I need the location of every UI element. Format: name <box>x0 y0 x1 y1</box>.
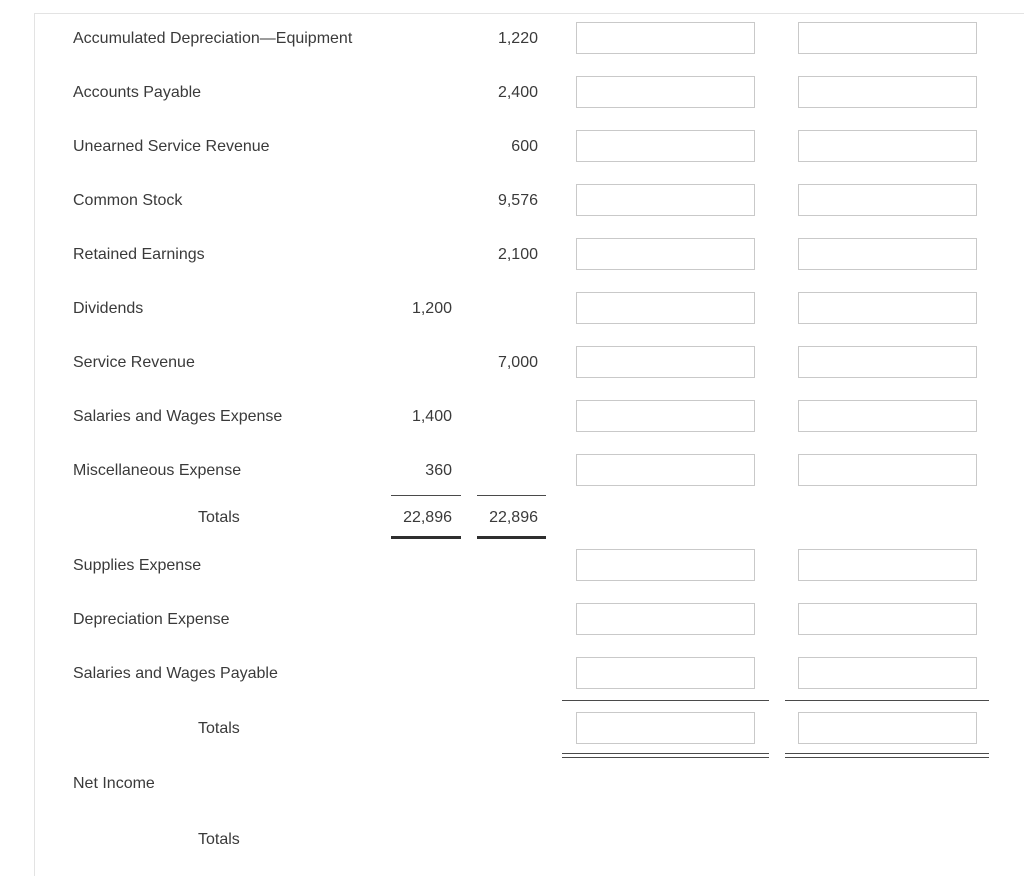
adjustment-debit-input[interactable] <box>576 76 755 108</box>
adjustment-debit-total-input[interactable] <box>576 712 755 744</box>
adjustment-credit-input[interactable] <box>798 346 977 378</box>
debit-amount: 1,400 <box>411 408 452 425</box>
adjustment-debit-input[interactable] <box>576 22 755 54</box>
account-label-salaries-and-wages-payable: Salaries and Wages Payable <box>73 665 278 682</box>
account-label-common-stock: Common Stock <box>73 192 183 209</box>
adjustment-credit-input[interactable] <box>798 292 977 324</box>
adjustment-credit-input[interactable] <box>798 130 977 162</box>
adjustment-credit-input[interactable] <box>798 603 977 635</box>
adjustment-debit-input[interactable] <box>576 454 755 486</box>
credit-amount: 1,220 <box>497 30 538 47</box>
adjustment-credit-subtotal-rule <box>785 700 989 701</box>
adjustment-credit-input[interactable] <box>798 549 977 581</box>
adjustment-debit-input[interactable] <box>576 292 755 324</box>
account-label-service-revenue: Service Revenue <box>73 354 195 371</box>
credit-amount: 600 <box>511 138 538 155</box>
debit-subtotal-rule <box>391 495 461 496</box>
adjustment-debit-input[interactable] <box>576 238 755 270</box>
account-label-accounts-payable: Accounts Payable <box>73 84 202 101</box>
adjustment-credit-input[interactable] <box>798 22 977 54</box>
credit-total: 22,896 <box>489 509 538 526</box>
adjustment-credit-input[interactable] <box>798 184 977 216</box>
adjustment-debit-total-rule <box>562 753 769 758</box>
adjustment-debit-input[interactable] <box>576 400 755 432</box>
credit-total-rule <box>477 536 546 539</box>
adjustment-debit-input[interactable] <box>576 603 755 635</box>
account-label-miscellaneous-expense: Miscellaneous Expense <box>73 462 242 479</box>
adjustment-credit-total-input[interactable] <box>798 712 977 744</box>
credit-subtotal-rule <box>477 495 546 496</box>
adjustment-credit-input[interactable] <box>798 76 977 108</box>
credit-amount: 9,576 <box>497 192 538 209</box>
account-label-depreciation-expense: Depreciation Expense <box>73 611 230 628</box>
net-income-label: Net Income <box>73 775 155 792</box>
adjustment-credit-input[interactable] <box>798 454 977 486</box>
debit-amount: 1,200 <box>411 300 452 317</box>
adjustment-debit-input[interactable] <box>576 657 755 689</box>
credit-amount: 7,000 <box>497 354 538 371</box>
adjustment-debit-input[interactable] <box>576 184 755 216</box>
debit-total-rule <box>391 536 461 539</box>
credit-amount: 2,100 <box>497 246 538 263</box>
adjustment-debit-input[interactable] <box>576 130 755 162</box>
trial-totals-label: Totals <box>198 509 240 526</box>
account-label-supplies-expense: Supplies Expense <box>73 557 202 574</box>
adjustment-debit-input[interactable] <box>576 549 755 581</box>
debit-amount: 360 <box>425 462 452 479</box>
adjustment-credit-input[interactable] <box>798 400 977 432</box>
adjustment-credit-input[interactable] <box>798 238 977 270</box>
adjustment-credit-input[interactable] <box>798 657 977 689</box>
adjustment-credit-total-rule <box>785 753 989 758</box>
account-label-retained-earnings: Retained Earnings <box>73 246 205 263</box>
account-label-unearned-service-revenue: Unearned Service Revenue <box>73 138 270 155</box>
account-label-dividends: Dividends <box>73 300 144 317</box>
adjusted-totals-label: Totals <box>198 720 240 737</box>
debit-total: 22,896 <box>403 509 452 526</box>
credit-amount: 2,400 <box>497 84 538 101</box>
account-label-accumulated-depreciation: Accumulated Depreciation—Equipment <box>73 30 353 47</box>
adjustment-debit-input[interactable] <box>576 346 755 378</box>
final-totals-label: Totals <box>198 831 240 848</box>
account-label-salaries-and-wages-expense: Salaries and Wages Expense <box>73 408 283 425</box>
adjustment-debit-subtotal-rule <box>562 700 769 701</box>
